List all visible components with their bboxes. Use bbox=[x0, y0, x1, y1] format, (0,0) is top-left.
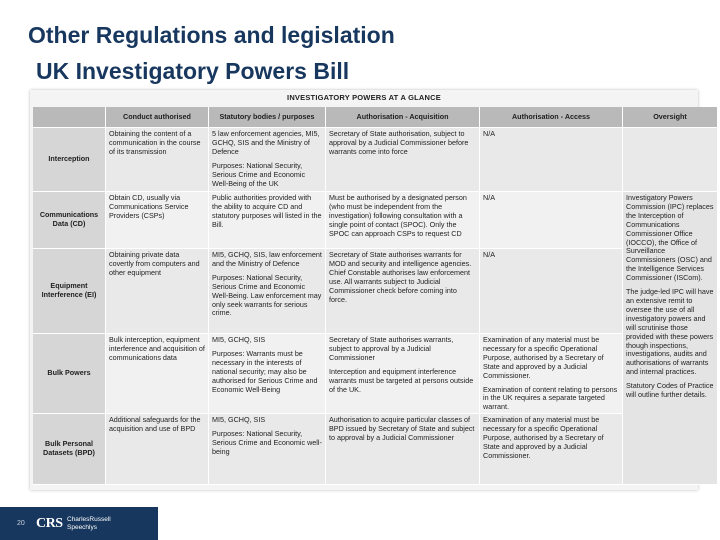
cell-conduct: Bulk interception, equipment interference and acquisition of communications data bbox=[106, 334, 209, 414]
page-number: 20 bbox=[17, 520, 25, 527]
cell-conduct: Additional safeguards for the acquisition and use of BPD bbox=[106, 414, 209, 485]
cell-purposes-text: Purposes: National Security, Serious Crime and Economic Well-Being of the UK bbox=[212, 160, 306, 188]
cell-conduct: Obtaining private data covertly from computers and other equipment bbox=[106, 249, 209, 334]
cell-acquisition: Secretary of State authorises warrants for MOD and security and intelligence agencies. Chief Constable authorises law enforcement use. All warrants subject to Judicial Commissioner check before coming into force. bbox=[326, 249, 480, 334]
header-conduct: Conduct authorised bbox=[106, 107, 209, 128]
cell-acquisition: Secretary of State authorisation, subject to approval by a Judicial Commissioner before warrants come into force bbox=[326, 128, 480, 192]
slide-subtitle: UK Investigatory Powers Bill bbox=[36, 58, 350, 84]
cell-bodies bbox=[209, 249, 326, 334]
row-type-bulk-personal-datasets: Bulk Personal Datasets (BPD) bbox=[33, 414, 106, 485]
investigatory-powers-table bbox=[30, 90, 714, 490]
header-acquisition: Authorisation - Acquisition bbox=[326, 107, 480, 128]
oversight-paragraph: Investigatory Powers Commission (IPC) replaces the Interception of Communications Commissioner Office (IOCCO), the Office of Surveillance Commissioners (OSC) and the Intelligence Services Commissioner (ISCom). bbox=[626, 193, 714, 283]
cell-conduct: Obtaining the content of a communication in the course of its transmission bbox=[106, 128, 209, 192]
header-statutory-bodies: Statutory bodies / purposes bbox=[209, 107, 326, 128]
cell-purposes-text: Purposes: Warrants must be necessary in the interests of national security; may also be authorised for Serious Crime and Economic Well-Being bbox=[212, 348, 318, 394]
cell-bodies-text: MI5, GCHQ, SIS, law enforcement and the Ministry of Defence bbox=[212, 250, 322, 268]
cell-access: Examination of any material must be necessary for a specific Operational Purpose, authorised by a Secretary of State and approved by a Judicial Commissioner. bbox=[480, 414, 623, 485]
logo-line-1: CharlesRussell bbox=[67, 516, 111, 523]
slide-title: Other Regulations and legislation bbox=[28, 22, 395, 48]
cell-access: N/A bbox=[480, 192, 623, 249]
header-oversight: Oversight bbox=[623, 107, 718, 128]
cell-access: N/A bbox=[480, 249, 623, 334]
cell-acquisition bbox=[326, 334, 480, 414]
oversight-paragraph: Statutory Codes of Practice will outline further details. bbox=[626, 381, 714, 400]
cell-acquisition-text: Interception and equipment interference warrants must be targeted at persons outside of the UK. bbox=[329, 366, 474, 394]
header-access: Authorisation - Access bbox=[480, 107, 623, 128]
oversight-paragraph: The judge-led IPC will have an extensive remit to oversee the use of all investigatory powers and will scrutinise those provided with these powers though inspections, investigations, audits and authorisations of warrants and internal practices. bbox=[626, 287, 714, 377]
cell-oversight bbox=[623, 192, 718, 485]
row-type-communications-data: Communications Data (CD) bbox=[33, 192, 106, 249]
logo-line-2: Speechlys bbox=[67, 523, 97, 531]
cell-oversight-empty bbox=[623, 128, 718, 192]
cell-bodies-text: 5 law enforcement agencies, MI5, GCHQ, SIS and the Ministry of Defence bbox=[212, 129, 320, 156]
cell-bodies: Public authorities provided with the ability to acquire CD and statutory purposes will listed in the Bill. bbox=[209, 192, 326, 249]
row-type-equipment-interference: Equipment Interference (EI) bbox=[33, 249, 106, 334]
cell-access-text: Examination of content relating to persons in the UK requires a separate targeted warrant. bbox=[483, 384, 618, 412]
table-grid bbox=[33, 107, 714, 486]
cell-bodies-text: MI5, GCHQ, SIS bbox=[212, 335, 266, 344]
cell-bodies bbox=[209, 414, 326, 485]
cell-access-text: Examination of any material must be necessary for a specific Operational Purpose, authorised by a Secretary of State and approved by a Judicial Commissioner. bbox=[483, 335, 604, 380]
cell-access: N/A bbox=[480, 128, 623, 192]
table-title: INVESTIGATORY POWERS AT A GLANCE bbox=[287, 93, 441, 102]
cell-acquisition: Authorisation to acquire particular classes of BPD issued by Secretary of State and subject to approval by a Judicial Commissioner bbox=[326, 414, 480, 485]
cell-bodies bbox=[209, 334, 326, 414]
cell-purposes-text: Purposes: National Security, Serious Crime and Economic Well-Being. Law enforcement may only seek warrants for serious crime. bbox=[212, 272, 322, 318]
row-type-bulk-powers: Bulk Powers bbox=[33, 334, 106, 414]
cell-conduct: Obtain CD, usually via Communications Service Providers (CSPs) bbox=[106, 192, 209, 249]
cell-access bbox=[480, 334, 623, 414]
row-type-interception: Interception bbox=[33, 128, 106, 192]
cell-bodies bbox=[209, 128, 326, 192]
cell-bodies-text: MI5, GCHQ, SIS bbox=[212, 415, 266, 424]
company-logo-text bbox=[67, 516, 111, 531]
header-blank bbox=[33, 107, 106, 128]
cell-acquisition-text: Secretary of State authorises warrants, subject to approval by a Judicial Commissioner bbox=[329, 335, 454, 362]
cell-acquisition: Must be authorised by a designated person (who must be independent from the investigation) following consultation with a single point of contact (SPOC). Only the SPOC can approach CSPs to request CD bbox=[326, 192, 480, 249]
company-logo-mark: CRS bbox=[36, 516, 63, 531]
cell-purposes-text: Purposes: National Security, Serious Crime and Economic well-being bbox=[212, 428, 322, 456]
